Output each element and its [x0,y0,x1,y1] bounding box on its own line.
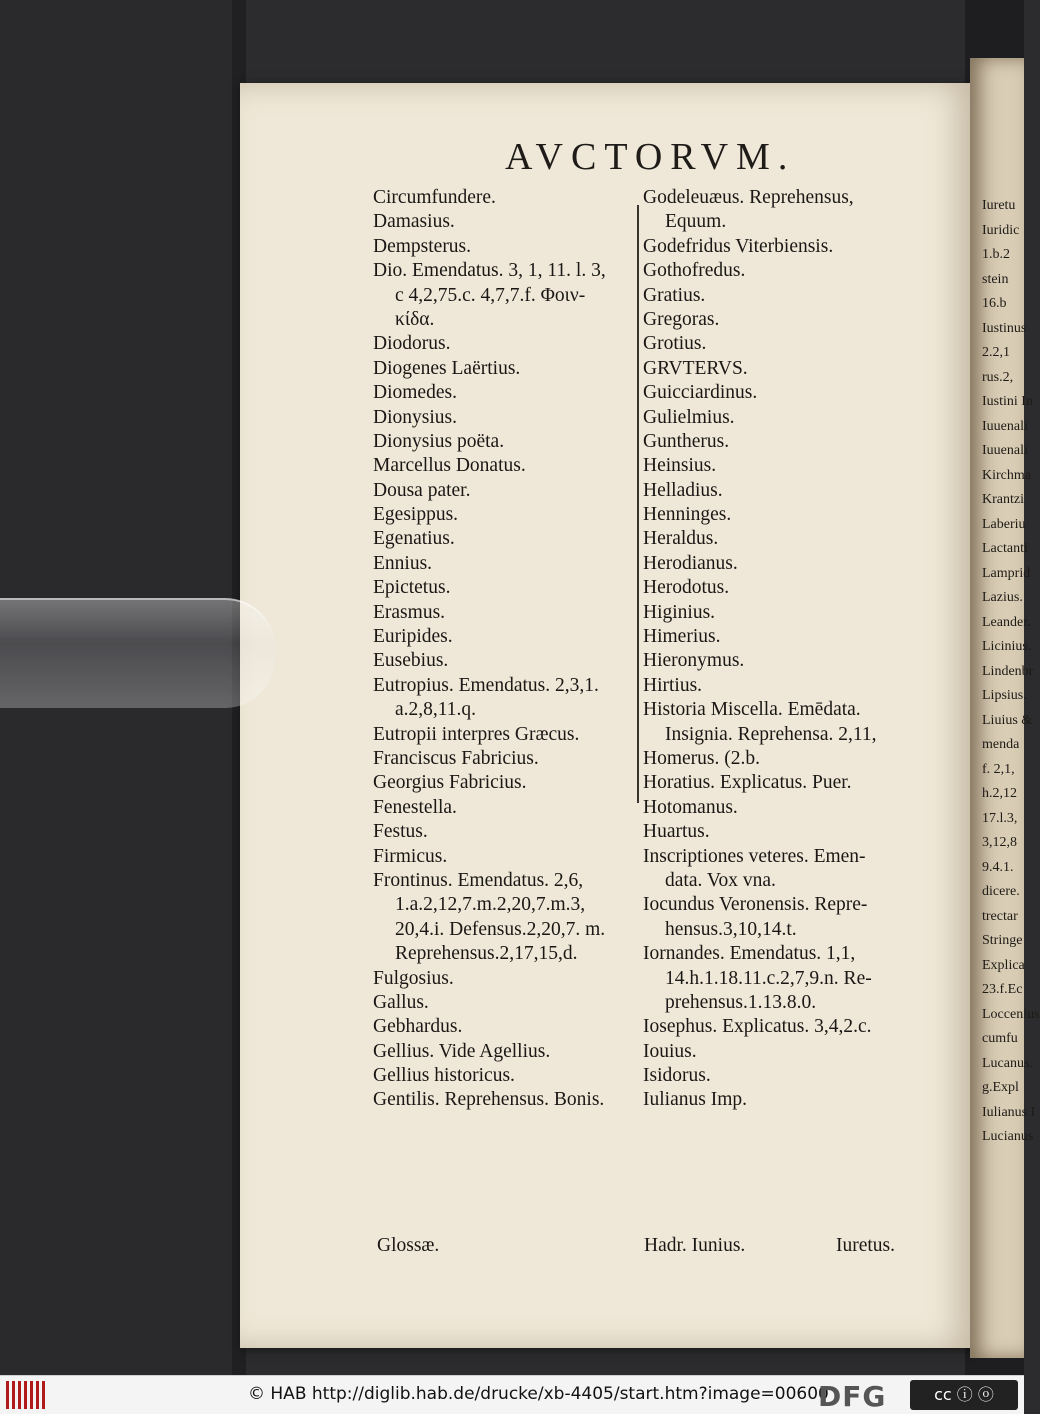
catchword: Iuretus. [836,1235,896,1256]
adjacent-page-entry: g.Expl [982,1080,1019,1095]
glass-page-holder [0,598,275,708]
index-entry: Dionysius poëta. [373,430,505,452]
viewer-footer [0,1375,1024,1414]
index-entry: Frontinus. Emendatus. 2,6, [373,869,584,891]
adjacent-page-entry: Iustini In [982,394,1033,409]
adjacent-page-entry: Lazius. [982,590,1023,605]
index-entry: Equum. [665,211,727,233]
adjacent-page-entry: Lamprid [982,565,1031,581]
adjacent-page-entry: rus.2, [982,369,1014,385]
adjacent-page-entry: 1.b.2 [982,247,1010,262]
index-entry: Gallus. [373,991,429,1013]
index-entry: prehensus.1.13.8.0. [665,991,817,1013]
adjacent-page-entry: cumfu [982,1031,1018,1046]
index-entry: Dempsterus. [373,235,472,257]
index-entry: Gratius. [643,284,706,306]
index-entry: Helladius. [643,479,723,501]
index-entry: Gregoras. [643,308,720,330]
adjacent-page-entry: Licinius. [982,639,1032,654]
index-entry: Iocundus Veronensis. Repre- [643,894,868,916]
index-entry: Homerus. (2.b. [643,747,760,769]
index-entry: Circumfundere. [373,187,496,208]
index-entry: Fulgosius. [373,967,454,989]
adjacent-page-entry: Liuius & [982,712,1033,728]
index-entry: Iouius. [643,1040,697,1062]
adjacent-page-entry: Iulianus I [982,1104,1036,1120]
index-entry: Eutropius. Emendatus. 2,3,1. [373,674,599,696]
index-entry: Dionysius. [373,406,457,428]
index-entry: Godeleuæus. Reprehensus, [643,187,854,208]
adjacent-page-entry: Explica [982,957,1025,973]
index-entry: GRVTERVS. [643,357,748,379]
index-entry: Hirtius. [643,674,703,696]
index-entry: Henninges. [643,504,732,526]
adjacent-page-entry: Lucanus. [982,1055,1033,1071]
index-entry: Insignia. Reprehensa. 2,11, [665,723,877,745]
index-entry: Eutropii interpres Græcus. [373,723,580,745]
index-entry: data. Vox vna. [665,869,776,891]
index-entry: Herodianus. [643,552,738,574]
index-entry: Franciscus Fabricius. [373,747,539,769]
index-entry: hensus.3,10,14.t. [665,918,797,940]
index-entry: Heinsius. [643,455,717,477]
index-entry: Grotius. [643,333,707,355]
index-entry: Diodorus. [373,333,451,355]
adjacent-page-entry: Leander. [982,614,1031,630]
index-entry: c 4,2,75.c. 4,7,7.f. Φοιν- [395,284,586,306]
adjacent-page-entry: Iuuenali [982,418,1028,434]
index-entry: Fenestella. [373,796,457,818]
adjacent-page-entry: Kirchma [982,467,1031,483]
barcode-icon [6,1381,48,1409]
index-entry: Diomedes. [373,382,457,404]
adjacent-page-entry: Iustinus [982,320,1027,336]
index-entry: Guntherus. [643,430,730,452]
index-entry: Horatius. Explicatus. Puer. [643,772,852,794]
running-head: AVCTORVM. [505,136,796,178]
source-url-link[interactable]: © HAB http://diglib.hab.de/drucke/xb-4405/start.htm?image=00600 [248,1384,829,1404]
index-entry: Godefridus Viterbiensis. [643,235,834,257]
index-entry: κίδα. [395,308,435,330]
book-page [240,83,975,1348]
index-entry: a.2,8,11.q. [395,699,477,721]
index-entry: Damasius. [373,211,455,233]
adjacent-page-entry: Laberiu [982,516,1026,532]
index-column-right [643,186,933,1113]
last-line-left: Glossæ. [377,1235,440,1256]
index-entry: Georgius Fabricius. [373,772,527,794]
index-entry: Iosephus. Explicatus. 3,4,2.c. [643,1016,872,1038]
index-entry: Diogenes Laërtius. [373,357,521,379]
adjacent-page-entry: 9.4.1. [982,859,1014,875]
index-entry: Guicciardinus. [643,382,758,404]
index-entry: 20,4.i. Defensus.2,20,7. m. [395,918,606,940]
index-entry: Hieronymus. [643,650,745,672]
index-entry: Epictetus. [373,577,451,599]
index-entry: Herodotus. [643,577,730,599]
index-column-left [373,186,643,1113]
index-entry: Gellius historicus. [373,1065,515,1087]
index-entry: Hotomanus. [643,796,738,818]
index-entry: Dousa pater. [373,479,471,501]
adjacent-page-entry: Krantzi [982,492,1024,507]
adjacent-page-entry: Lipsius. [982,688,1027,703]
index-entry: Eusebius. [373,650,449,672]
index-entry: Gothofredus. [643,260,746,282]
index-entry: Festus. [373,821,428,843]
index-entry: Huartus. [643,821,710,843]
index-entry: 14.h.1.18.11.c.2,7,9.n. Re- [665,967,872,989]
index-entry: Firmicus. [373,845,448,867]
index-entry: Historia Miscella. Emēdata. [643,699,861,721]
adjacent-page-entry: 2.2,1 [982,345,1010,360]
adjacent-page-entry: 23.f.Ec [982,982,1023,997]
adjacent-page-entry: h.2,12 [982,786,1017,801]
last-line-right: Hadr. Iunius. [644,1235,746,1256]
index-entry: Euripides. [373,626,453,648]
index-entry: Marcellus Donatus. [373,455,526,477]
index-entry: Egenatius. [373,528,455,550]
index-entry: 1.a.2,12,7.m.2,20,7.m.3, [395,894,586,916]
adjacent-page-entry: 3,12,8 [982,835,1017,850]
adjacent-page-entry: trectar [982,908,1018,924]
cc-license-icon[interactable]: cc ⓘ ⓞ [910,1380,1018,1410]
index-entry: Heraldus. [643,528,719,550]
index-entry: Reprehensus.2,17,15,d. [395,943,578,965]
index-entry: Himerius. [643,626,721,648]
adjacent-page-entry: Iuuenali [982,443,1028,458]
adjacent-page-entry: 17.l.3, [982,810,1018,826]
adjacent-page-entry: Lactanti [982,541,1028,556]
dfg-logo: DFG [818,1380,887,1413]
adjacent-page-entry: dicere. [982,884,1020,899]
adjacent-page-entry: 16.b [982,296,1007,311]
index-entry: Iulianus Imp. [643,1089,747,1111]
adjacent-page-entry: menda [982,737,1020,752]
index-entry: Gebhardus. [373,1016,463,1038]
index-entry: Gellius. Vide Agellius. [373,1040,551,1062]
index-entry: Ennius. [373,552,433,574]
adjacent-page-entry: Iuridic [982,222,1020,238]
index-entry: Gentilis. Reprehensus. Bonis. [373,1089,605,1111]
index-entry: Erasmus. [373,601,446,623]
index-entry: Gulielmius. [643,406,735,428]
index-entry: Egesippus. [373,504,459,526]
index-entry: Dio. Emendatus. 3, 1, 11. l. 3, [373,260,606,282]
adjacent-page-entry: f. 2,1, [982,761,1015,777]
adjacent-page-entry: Lindenbr [982,663,1034,679]
adjacent-page-entry: Iuretu [982,198,1016,213]
adjacent-page-sliver [970,58,1040,1358]
adjacent-page-entry: stein [982,271,1009,287]
adjacent-page-entry: Lucianus [982,1129,1034,1144]
index-entry: Higinius. [643,601,716,623]
index-entry: Iornandes. Emendatus. 1,1, [643,943,856,965]
index-entry: Inscriptiones veteres. Emen- [643,845,866,867]
adjacent-page-entry: Stringe [982,933,1023,948]
index-entry: Isidorus. [643,1065,711,1087]
adjacent-page-entry: Loccenius [982,1006,1040,1022]
